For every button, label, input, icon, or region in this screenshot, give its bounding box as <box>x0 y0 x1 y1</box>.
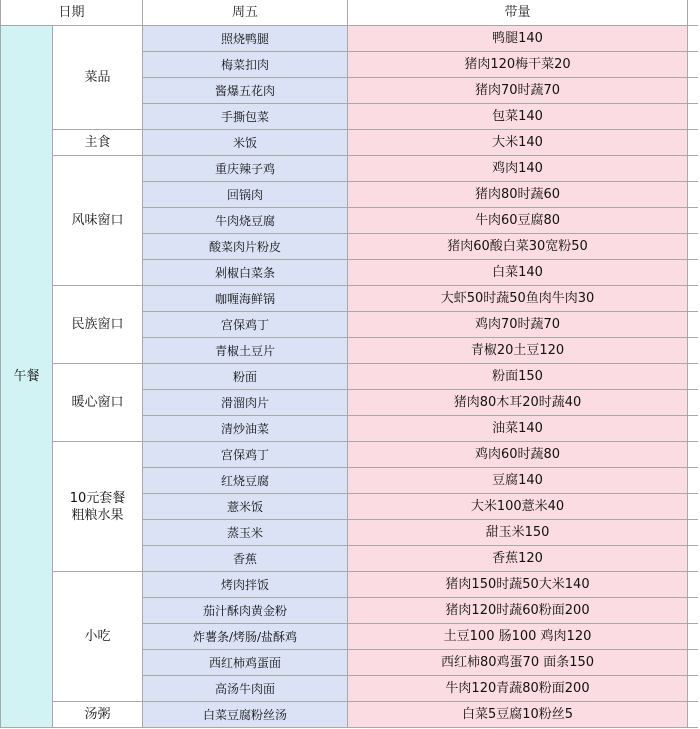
quantity-cell: 猪肉120梅干菜20 <box>348 52 688 78</box>
menu-row <box>1 26 698 52</box>
category-cell: 10元套餐 粗粮水果 <box>53 442 143 572</box>
blank-cell <box>688 702 698 728</box>
blank-cell <box>688 520 698 546</box>
dish-cell: 咖喱海鲜锅 <box>143 286 348 312</box>
quantity-cell: 土豆100 肠100 鸡肉120 <box>348 624 688 650</box>
quantity-cell: 青椒20土豆120 <box>348 338 688 364</box>
blank-cell <box>688 338 698 364</box>
header-qty-cell: 带量 <box>348 0 688 26</box>
dish-cell: 梅菜扣肉 <box>143 52 348 78</box>
menu-row <box>1 156 698 182</box>
menu-table-body <box>1 0 698 728</box>
dish-cell: 清炒油菜 <box>143 416 348 442</box>
blank-cell <box>688 52 698 78</box>
dish-cell: 手撕包菜 <box>143 104 348 130</box>
quantity-cell: 牛肉120青蔬80粉面200 <box>348 676 688 702</box>
blank-cell <box>688 676 698 702</box>
quantity-cell: 大米100薏米40 <box>348 494 688 520</box>
dish-cell: 青椒土豆片 <box>143 338 348 364</box>
menu-row <box>1 702 698 728</box>
dish-cell: 薏米饭 <box>143 494 348 520</box>
quantity-cell: 猪肉150时蔬50大米140 <box>348 572 688 598</box>
category-cell: 风味窗口 <box>53 156 143 286</box>
quantity-cell: 猪肉80木耳20时蔬40 <box>348 390 688 416</box>
blank-cell <box>688 130 698 156</box>
quantity-cell: 香蕉120 <box>348 546 688 572</box>
quantity-cell: 鸡肉60时蔬80 <box>348 442 688 468</box>
dish-cell: 滑溜肉片 <box>143 390 348 416</box>
dish-cell: 照烧鸭腿 <box>143 26 348 52</box>
blank-cell <box>688 650 698 676</box>
menu-row <box>1 442 698 468</box>
blank-cell <box>688 364 698 390</box>
meal-cell: 午餐 <box>1 26 53 728</box>
dish-cell: 白菜豆腐粉丝汤 <box>143 702 348 728</box>
quantity-cell: 猪肉80时蔬60 <box>348 182 688 208</box>
dish-cell: 酱爆五花肉 <box>143 78 348 104</box>
blank-cell <box>688 234 698 260</box>
quantity-cell: 鸡肉70时蔬70 <box>348 312 688 338</box>
header-date-cell: 日期 <box>1 0 143 26</box>
blank-cell <box>688 182 698 208</box>
quantity-cell: 西红柿80鸡蛋70 面条150 <box>348 650 688 676</box>
blank-cell <box>688 260 698 286</box>
blank-cell <box>688 442 698 468</box>
dish-cell: 酸菜肉片粉皮 <box>143 234 348 260</box>
blank-cell <box>688 624 698 650</box>
dish-cell: 茄汁酥肉黄金粉 <box>143 598 348 624</box>
quantity-cell: 白菜5豆腐10粉丝5 <box>348 702 688 728</box>
blank-cell <box>688 494 698 520</box>
quantity-cell: 包菜140 <box>348 104 688 130</box>
menu-row <box>1 364 698 390</box>
blank-cell <box>688 312 698 338</box>
blank-cell <box>688 390 698 416</box>
dish-cell: 粉面 <box>143 364 348 390</box>
menu-row <box>1 286 698 312</box>
quantity-cell: 鸭腿140 <box>348 26 688 52</box>
blank-cell <box>688 208 698 234</box>
quantity-cell: 甜玉米150 <box>348 520 688 546</box>
quantity-cell: 油菜140 <box>348 416 688 442</box>
blank-cell <box>688 546 698 572</box>
dish-cell: 烤肉拌饭 <box>143 572 348 598</box>
blank-cell <box>688 598 698 624</box>
menu-row <box>1 572 698 598</box>
quantity-cell: 大虾50时蔬50鱼肉牛肉30 <box>348 286 688 312</box>
quantity-cell: 鸡肉140 <box>348 156 688 182</box>
dish-cell: 回锅肉 <box>143 182 348 208</box>
blank-cell <box>688 26 698 52</box>
dish-cell: 香蕉 <box>143 546 348 572</box>
category-cell: 小吃 <box>53 572 143 702</box>
category-cell: 主食 <box>53 130 143 156</box>
dish-cell: 牛肉烧豆腐 <box>143 208 348 234</box>
quantity-cell: 白菜140 <box>348 260 688 286</box>
header-day-cell: 周五 <box>143 0 348 26</box>
category-cell: 菜品 <box>53 26 143 130</box>
blank-cell <box>688 156 698 182</box>
header-row <box>1 0 698 26</box>
quantity-cell: 猪肉60酸白菜30宽粉50 <box>348 234 688 260</box>
quantity-cell: 牛肉60豆腐80 <box>348 208 688 234</box>
dish-cell: 西红柿鸡蛋面 <box>143 650 348 676</box>
blank-cell <box>688 416 698 442</box>
dish-cell: 红烧豆腐 <box>143 468 348 494</box>
dish-cell: 米饭 <box>143 130 348 156</box>
category-cell: 汤粥 <box>53 702 143 728</box>
dish-cell: 宫保鸡丁 <box>143 312 348 338</box>
blank-cell <box>688 572 698 598</box>
blank-cell <box>688 286 698 312</box>
category-cell: 民族窗口 <box>53 286 143 364</box>
blank-cell <box>688 104 698 130</box>
quantity-cell: 猪肉70时蔬70 <box>348 78 688 104</box>
dish-cell: 剁椒白菜条 <box>143 260 348 286</box>
dish-cell: 重庆辣子鸡 <box>143 156 348 182</box>
dish-cell: 高汤牛肉面 <box>143 676 348 702</box>
quantity-cell: 大米140 <box>348 130 688 156</box>
category-cell: 暖心窗口 <box>53 364 143 442</box>
dish-cell: 蒸玉米 <box>143 520 348 546</box>
blank-cell <box>688 0 698 26</box>
dish-cell: 炸薯条/烤肠/盐酥鸡 <box>143 624 348 650</box>
quantity-cell: 豆腐140 <box>348 468 688 494</box>
menu-row <box>1 130 698 156</box>
blank-cell <box>688 468 698 494</box>
quantity-cell: 猪肉120时蔬60粉面200 <box>348 598 688 624</box>
quantity-cell: 粉面150 <box>348 364 688 390</box>
blank-cell <box>688 78 698 104</box>
dish-cell: 宫保鸡丁 <box>143 442 348 468</box>
